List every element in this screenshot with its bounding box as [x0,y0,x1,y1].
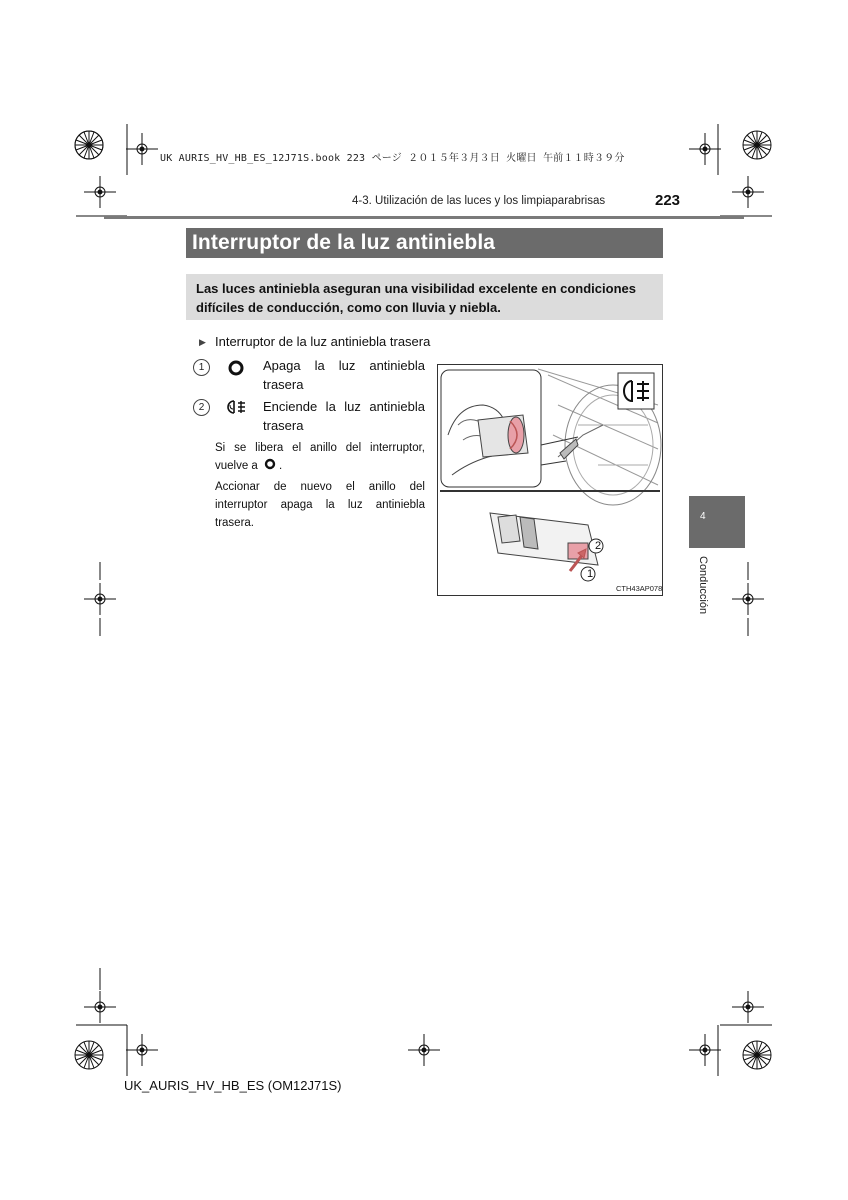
crop-star-top-left-icon [75,131,103,159]
header-divider [104,216,744,219]
crosshair-icon [126,133,158,165]
crosshair-icon [84,176,116,208]
crosshair-icon [408,1034,440,1066]
figure-code: CTH43AP078 [616,584,663,593]
crosshair-icon [689,1034,721,1066]
note-release-text: Si se libera el anillo del interruptor, vuelve a [215,442,425,472]
page-title-bar [186,228,663,258]
print-info-line: UK AURIS_HV_HB_ES_12J71S.book 223 ページ ２０１５年３月３日 火曜日 午前１１時３９分 [160,153,625,164]
step-number: 2 [193,399,210,416]
crosshair-icon [126,1034,158,1066]
step-text: Enciende la luz antiniebla trasera [263,399,425,433]
crosshair-icon [84,991,116,1023]
crop-star-top-right-icon [743,131,771,159]
page-title: Interruptor de la luz antiniebla [192,231,496,254]
fog-switch-illustration [438,365,662,595]
crosshair-icon [732,991,764,1023]
figure-callout-1: 1 [586,568,594,580]
note-release-suffix: . [279,460,283,472]
intro-box [186,274,663,320]
rear-fog-light-icon [226,398,248,416]
intro-text: Las luces antiniebla aseguran una visibilidad excelente en condiciones difíciles de conducción, como con lluvia y niebla. [196,281,636,315]
footer-code: UK_AURIS_HV_HB_ES (OM12J71S) [124,1078,342,1093]
bullet-heading: Interruptor de la luz antiniebla trasera [215,334,431,349]
note-release [215,439,425,475]
step-number: 1 [193,359,210,376]
section-header: 4-3. Utilización de las luces y los limpiaparabrisas [352,195,606,207]
note-again: Accionar de nuevo el anillo del interruptor apaga la luz antiniebla trasera. [215,481,425,529]
crosshair-icon [732,583,764,615]
chapter-label: Conducción [697,556,709,615]
crosshair-icon [732,176,764,208]
crop-star-bottom-left-icon [75,1041,103,1069]
figure-callout-2: 2 [594,540,602,552]
chapter-number: 4 [700,511,706,522]
crop-star-bottom-right-icon [743,1041,771,1069]
step-text: Apaga la luz antiniebla trasera [263,358,425,392]
crosshair-icon [689,133,721,165]
fog-off-ring-icon [227,359,245,377]
chapter-tab [689,496,745,548]
triangle-right-icon: ▶ [199,337,206,347]
page-number: 223 [655,192,681,209]
fog-off-ring-icon [263,458,277,470]
crosshair-icon [84,583,116,615]
